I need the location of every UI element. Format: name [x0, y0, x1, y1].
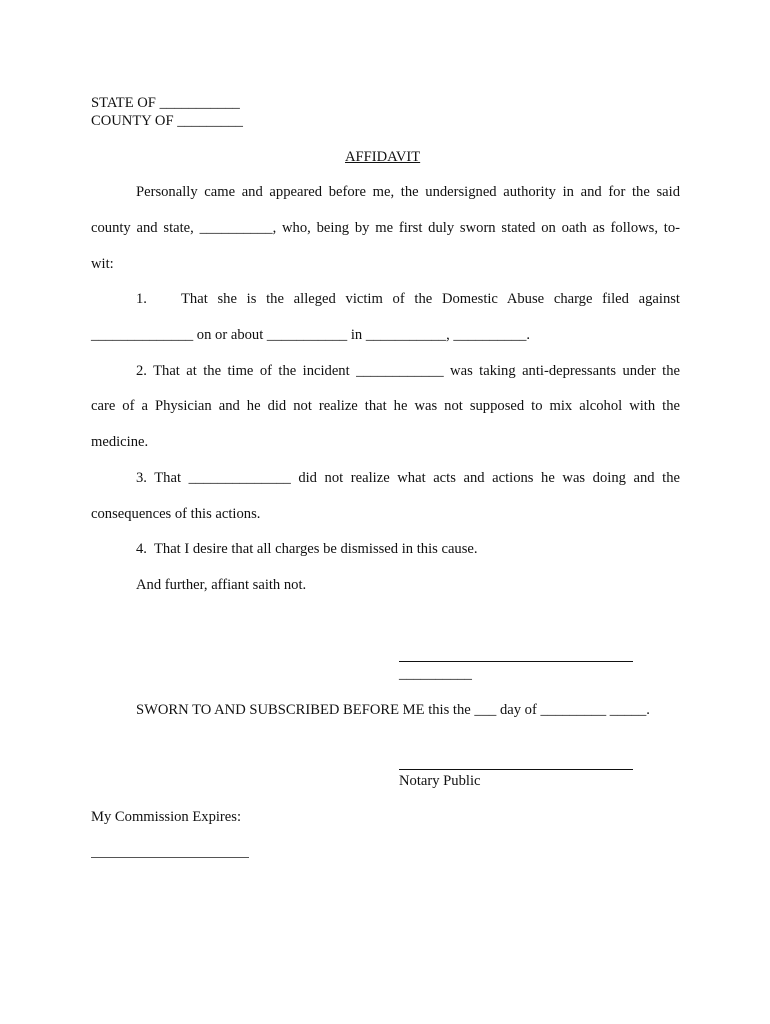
item-2-line-3: medicine. [91, 434, 149, 450]
item-3-line-2: consequences of this actions. [91, 506, 261, 522]
closing-statement: And further, affiant saith not. [136, 577, 307, 593]
item-1-number: 1. [136, 291, 147, 307]
county-line: COUNTY OF _________ [91, 113, 243, 129]
item-1-line-1: That she is the alleged victim of the Domestic Abuse charge filed against [181, 291, 680, 307]
intro-line-3: wit: [91, 256, 114, 272]
state-line: STATE OF ___________ [91, 95, 240, 111]
commission-expiry-line [91, 857, 249, 858]
notary-public-label: Notary Public [399, 773, 481, 789]
sworn-statement: SWORN TO AND SUBSCRIBED BEFORE ME this the ___ day of _________ _____. [136, 702, 650, 718]
affiant-signature-short-line: __________ [399, 666, 472, 682]
item-2-line-2: care of a Physician and he did not realize that he was not supposed to mix alcohol with the [91, 398, 680, 414]
page-title: AFFIDAVIT [345, 149, 421, 165]
item-3-line-1: 3. That ______________ did not realize what acts and actions he was doing and the [136, 470, 680, 486]
notary-signature-line [399, 769, 633, 770]
item-2-line-1: 2. That at the time of the incident ____________ was taking anti-depressants under the [136, 363, 680, 379]
commission-expires-label: My Commission Expires: [91, 809, 241, 825]
intro-line-2: county and state, __________, who, being by me first duly sworn stated on oath as follows, to- [91, 220, 680, 236]
affiant-signature-line [399, 661, 633, 662]
item-4: 4. That I desire that all charges be dismissed in this cause. [136, 541, 478, 557]
item-1-line-2: ______________ on or about ___________ in ___________, __________. [91, 327, 531, 343]
intro-line-1: Personally came and appeared before me, the undersigned authority in and for the said [136, 184, 680, 200]
